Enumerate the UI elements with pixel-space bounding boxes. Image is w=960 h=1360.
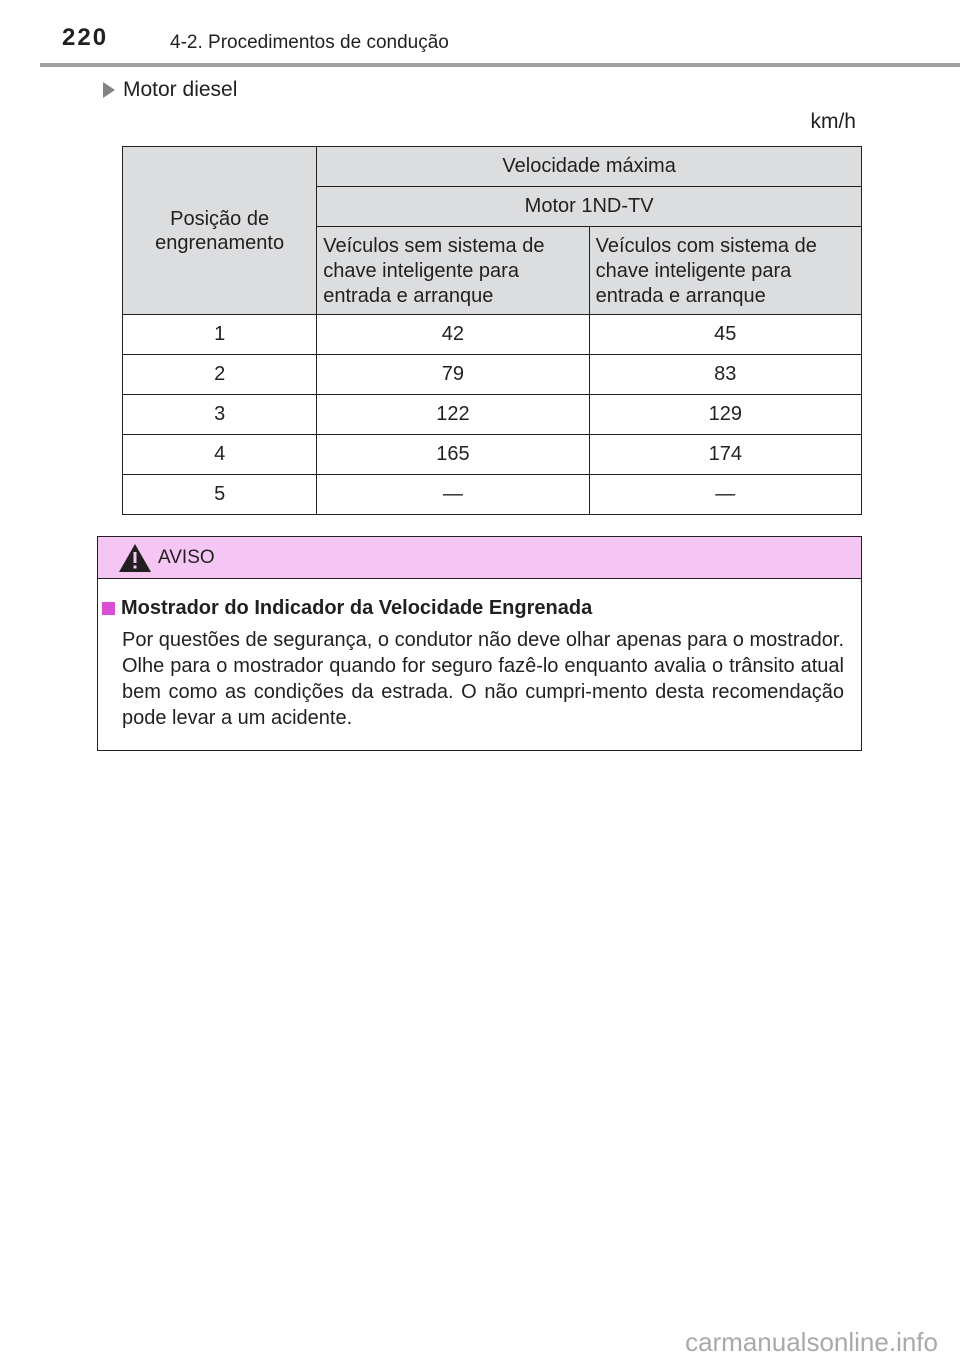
warning-text: Por questões de segurança, o condutor não deve olhar apenas para o mostrador. Olhe para o mostrador quando for seguro fazê-lo enquanto avalia o trânsito atual bem como as condições da estrada. O não cumpri-mento desta recomendação pode levar a um acidente. [122,629,844,729]
section-title [103,78,237,102]
cell-gear: 4 [123,435,317,475]
cell-without: 122 [317,395,589,435]
unit-label: km/h [810,110,856,133]
watermark: carmanualsonline.info [685,1327,938,1357]
cell-without: 42 [317,315,589,355]
cell-without: — [317,475,589,515]
cell-gear: 5 [123,475,317,515]
table-row [123,395,862,435]
cell-gear: 2 [123,355,317,395]
table-row [123,355,862,395]
chapter-title: 4-2. Procedimentos de condução [170,32,449,53]
table-row [123,435,862,475]
cell-gear: 1 [123,315,317,355]
warning-box [97,536,862,751]
triangle-bullet-icon [103,82,115,98]
header-engine: Motor 1ND-TV [317,187,862,227]
cell-without: 165 [317,435,589,475]
square-bullet-icon [102,602,115,615]
table-row [123,475,862,515]
warning-label: AVISO [158,546,215,568]
header-without-smart-key: Veículos sem sistema de chave inteligente para entrada e arranque [317,227,589,315]
table-row [123,315,862,355]
cell-with: 129 [589,395,861,435]
header-with-smart-key: Veículos com sistema de chave inteligente para entrada e arranque [589,227,861,315]
cell-with: — [589,475,861,515]
header-max-speed: Velocidade máxima [317,147,862,187]
cell-without: 79 [317,355,589,395]
cell-with: 174 [589,435,861,475]
cell-with: 45 [589,315,861,355]
section-title-text: Motor diesel [123,78,238,101]
cell-with: 83 [589,355,861,395]
warning-header [98,537,861,579]
page-number: 220 [62,24,109,51]
speed-table [122,146,862,515]
header-rule [40,63,960,67]
warning-heading-text: Mostrador do Indicador da Velocidade Engrenada [121,597,593,619]
cell-gear: 3 [123,395,317,435]
warning-triangle-icon [118,543,152,573]
warning-heading [102,597,592,620]
header-gear-position: Posição de engrenamento [123,147,317,315]
